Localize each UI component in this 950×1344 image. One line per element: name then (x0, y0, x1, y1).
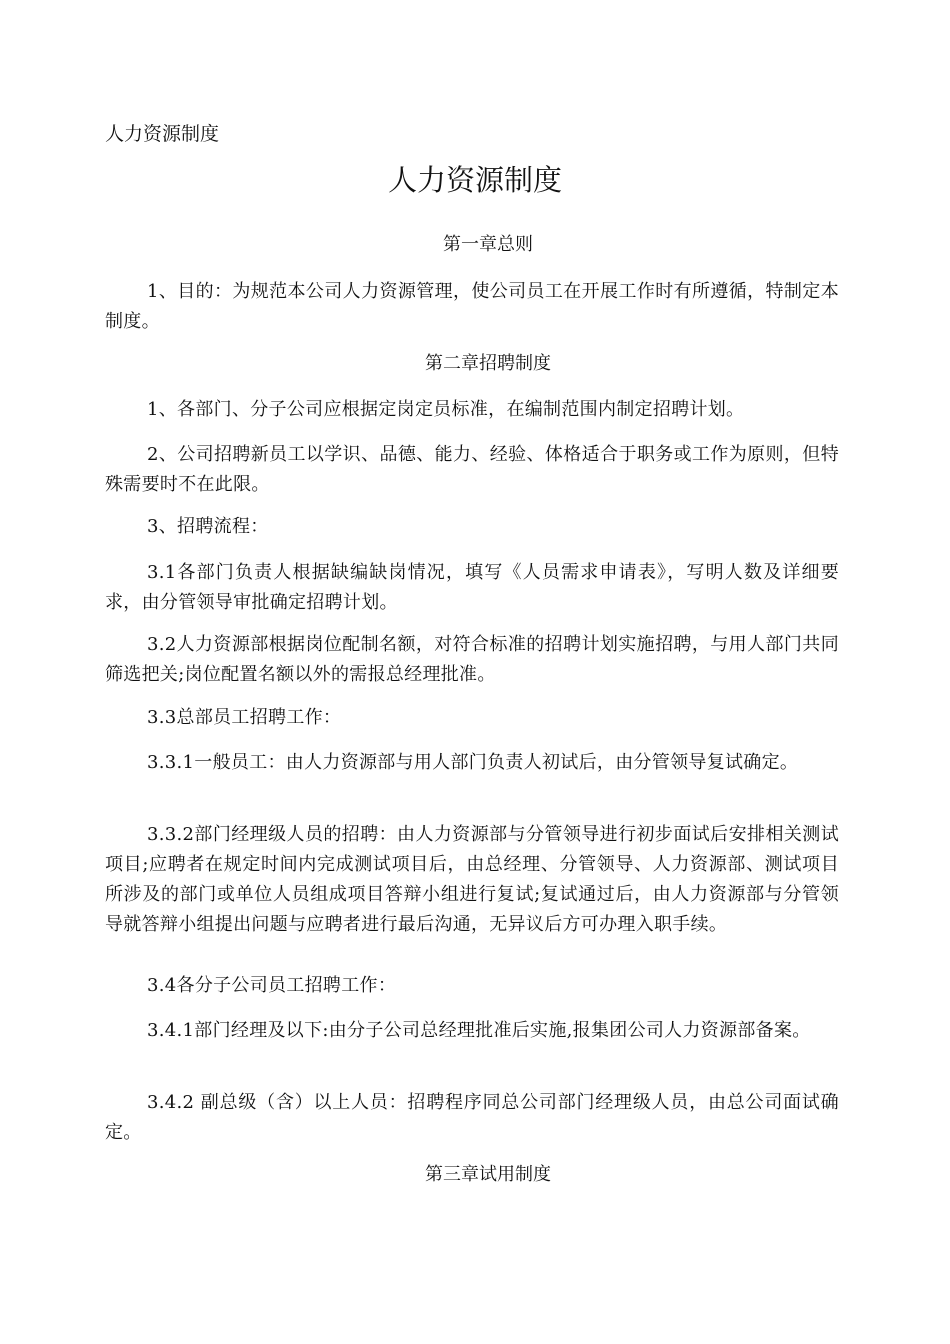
paragraph-3-3-1: 3.3.1一般员工：由人力资源部与用人部门负责人初试后，由分管领导复试确定。 (147, 752, 799, 773)
paragraph-3-3-2: 3.3.2部门经理级人员的招聘：由人力资源部与分管领导进行初步面试后安排相关测试项目;应聘者在规定时间内完成测试项目后，由总经理、分管领导、人力资源部、测试项目所涉及的部门或单位人员组成项目答辩小组进行复试;复试通过后，由人力资源部与分管领导就答辩小组提出问题与应聘者进行最后沟通，无异议后方可办理入职手续。 (105, 824, 839, 935)
paragraph-3-1: 3.1各部门负责人根据缺编缺岗情况，填写《人员需求申请表》，写明人数及详细要求，由分管领导审批确定招聘计划。 (105, 562, 839, 613)
paragraph-3-4-1: 3.4.1部门经理及以下:由分子公司总经理批准后实施,报集团公司人力资源部备案。 (147, 1020, 811, 1041)
running-header: 人力资源制度 (105, 123, 220, 145)
paragraph-recruit-process: 3、招聘流程： (147, 516, 269, 537)
paragraph-3-4: 3.4各分子公司员工招聘工作： (147, 975, 397, 996)
paragraph-recruit-plan: 1、各部门、分子公司应根据定岗定员标准，在编制范围内制定招聘计划。 (147, 399, 745, 420)
paragraph-recruit-principle: 2、公司招聘新员工以学识、品德、能力、经验、体格适合于职务或工作为原则，但特殊需要时不在此限。 (105, 444, 839, 495)
paragraph-purpose: 1、目的：为规范本公司人力资源管理，使公司员工在开展工作时有所遵循，特制定本制度。 (105, 281, 839, 332)
document-title: 人力资源制度 (387, 163, 562, 197)
chapter-heading-1: 第一章总则 (443, 234, 533, 255)
paragraph-3-4-2: 3.4.2 副总级（含）以上人员：招聘程序同总公司部门经理级人员，由总公司面试确定。 (105, 1092, 839, 1143)
paragraph-3-3: 3.3总部员工招聘工作： (147, 707, 342, 728)
chapter-heading-2: 第二章招聘制度 (425, 353, 551, 374)
chapter-heading-3: 第三章试用制度 (425, 1164, 551, 1185)
paragraph-3-2: 3.2人力资源部根据岗位配制名额，对符合标准的招聘计划实施招聘，与用人部门共同筛选把关;岗位配置名额以外的需报总经理批准。 (105, 634, 839, 685)
